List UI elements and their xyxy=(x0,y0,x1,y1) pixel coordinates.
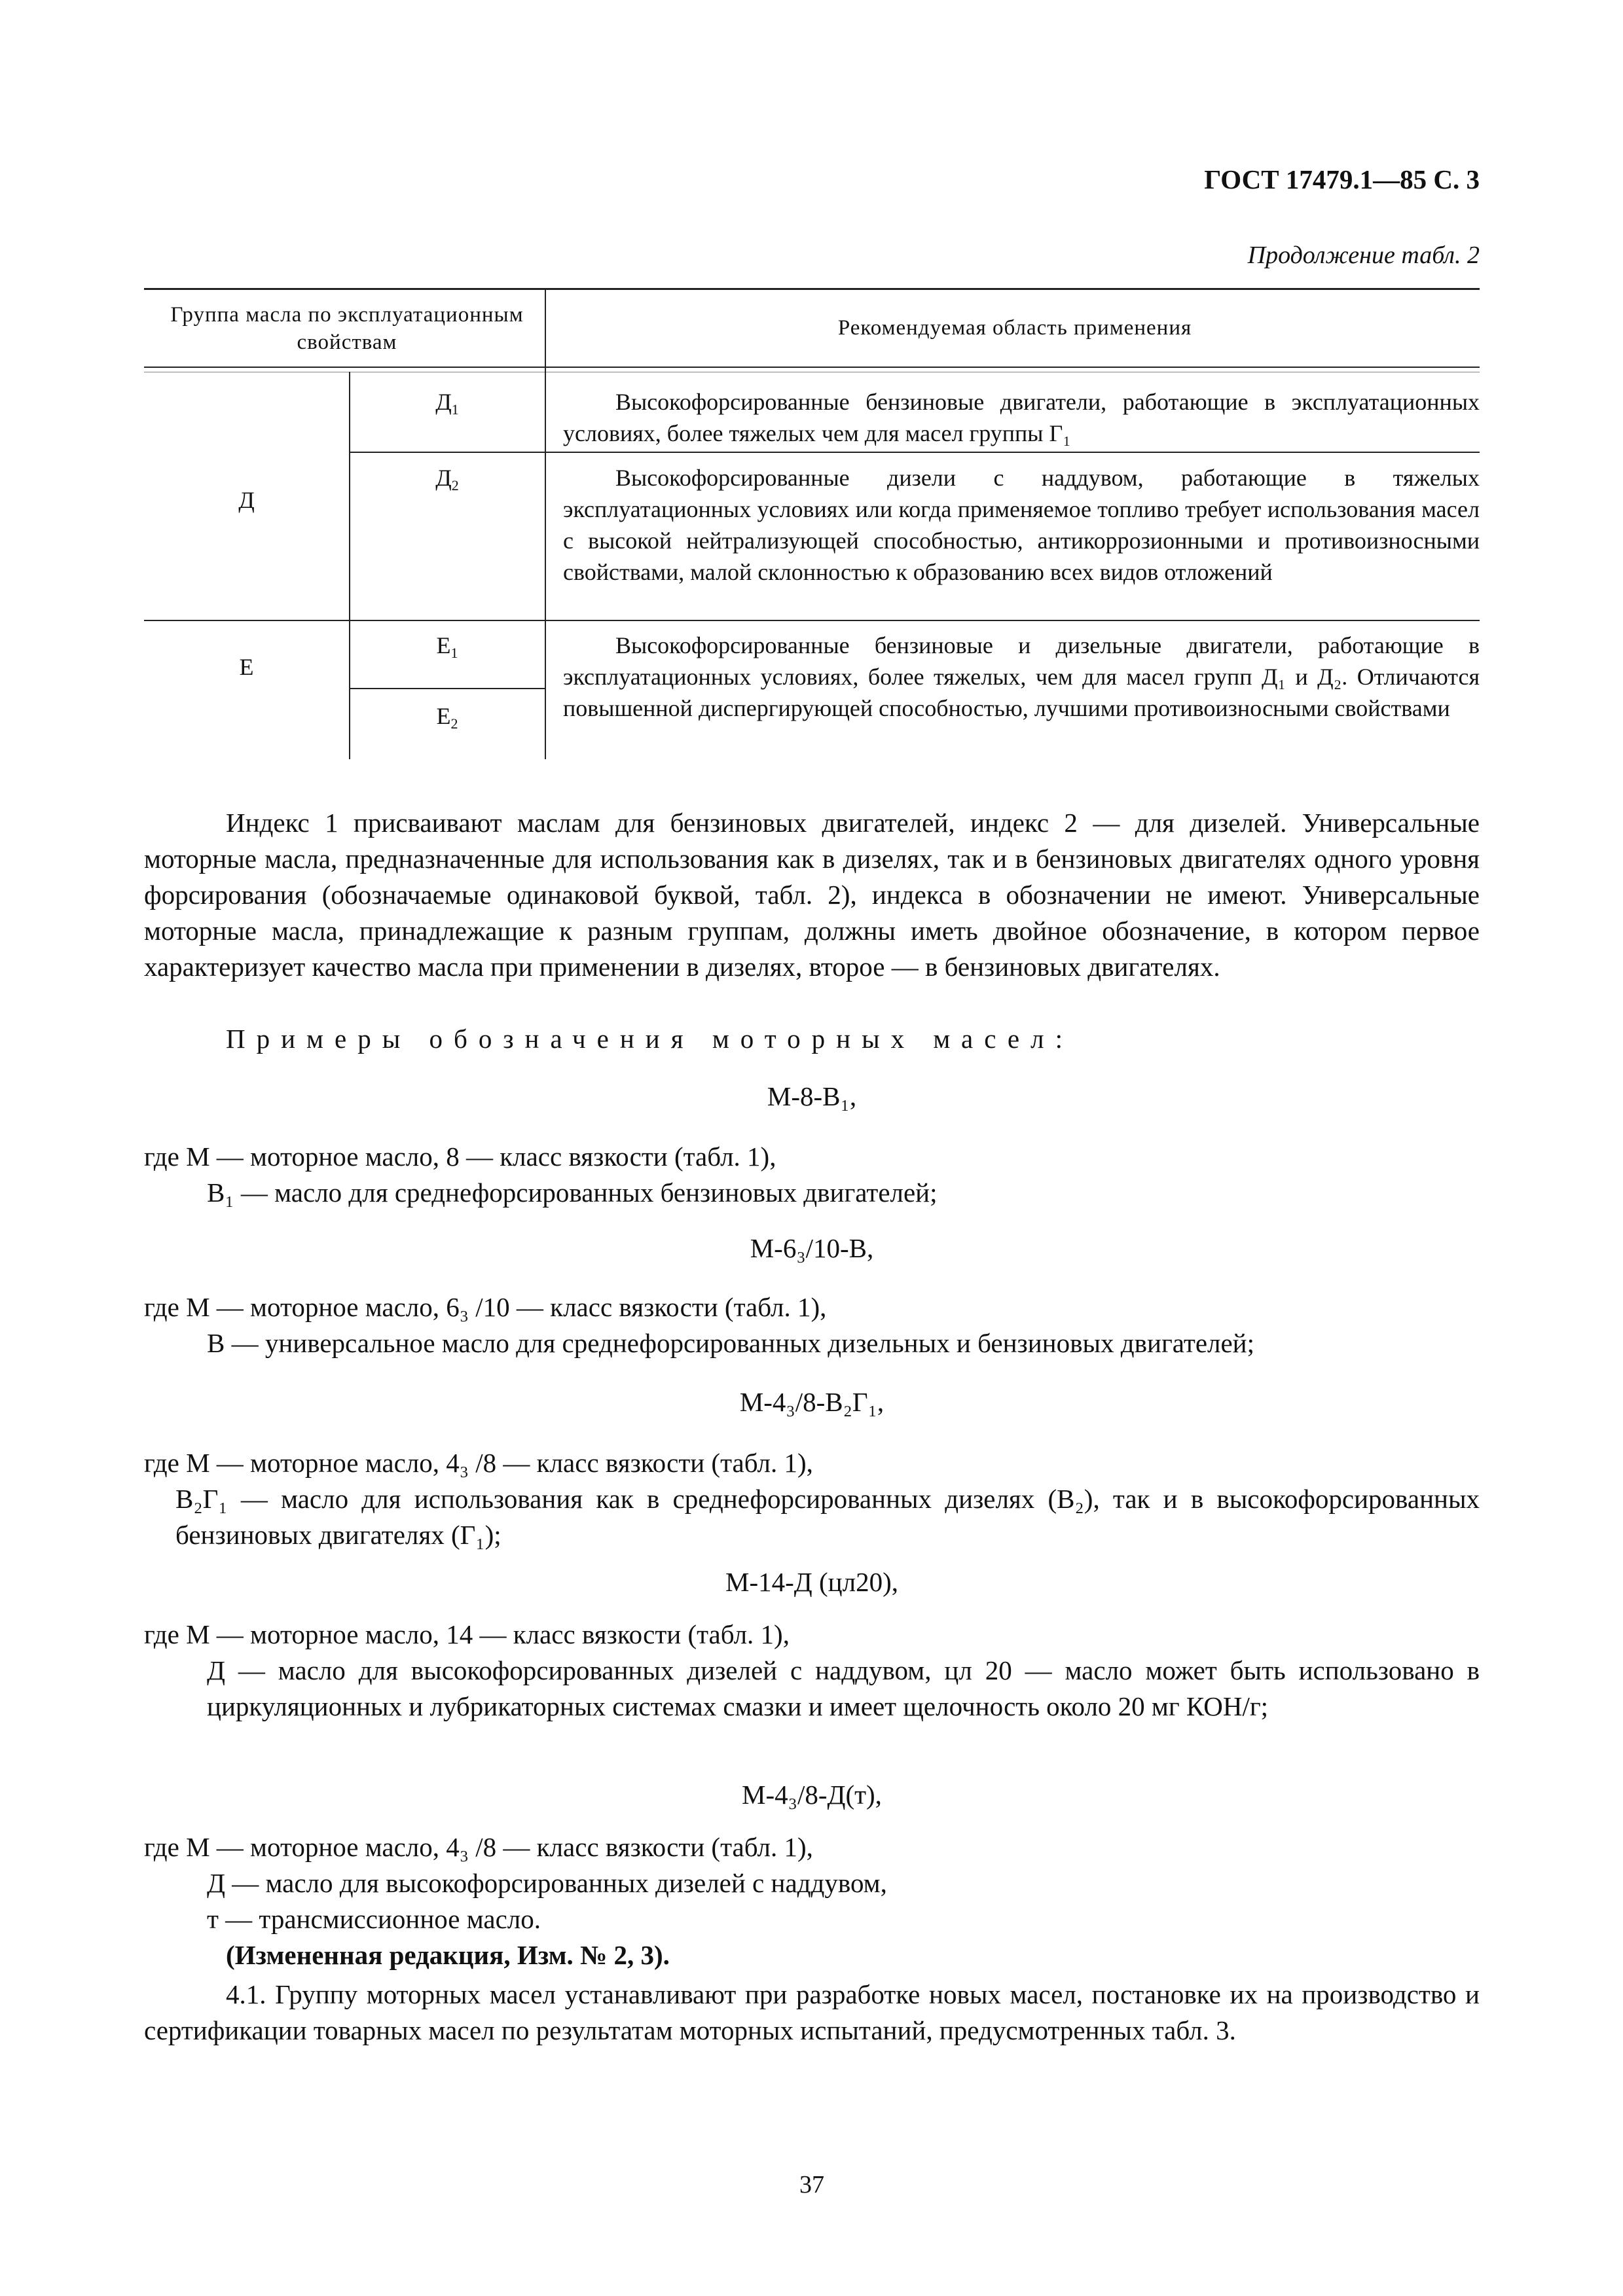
examples-heading: Примеры обозначения моторных масел: xyxy=(226,1024,1074,1054)
row-rule-d1 xyxy=(349,452,1480,453)
example5-line2: Д — масло для высокофорсированных дизелей с наддувом, xyxy=(207,1868,887,1898)
text-d1: Высокофорсированные бензиновые двигатели, работающие в эксплуатационных условиях, более тяжелых чем для масел группы Г₁ xyxy=(563,389,1480,446)
table-top-rule xyxy=(144,288,1480,290)
index-paragraph: Индекс 1 присваивают маслам для бензиновых двигателей, индекс 2 — для дизелей. Универсальные моторные масла, предназначенные для использования как в дизелях, так и в бензиновых двигателях одного уровня форсирования (обозначаемые одинаковой буквой, табл. 2), индекса в обозначении не имеют. Универсальные моторные масла, принадлежащие к разным группам, должны иметь двойное обозначение, в котором первое характеризует качество масла при применении в дизелях, второе — в бензиновых двигателях. xyxy=(144,808,1480,982)
table-header-rule xyxy=(144,367,1480,368)
example4-formula: М-14-Д (цл20), xyxy=(725,1567,898,1597)
group-rule-e xyxy=(144,620,1480,621)
col-header-application: Рекомендуемая область применения xyxy=(837,316,1192,340)
code-e2: $Е_2$ xyxy=(436,703,458,732)
running-title: ГОСТ 17479.1—85 С. 3 xyxy=(1204,164,1480,194)
example3-line1: где М — моторное масло, 4₃ /8 — класс вязкости (табл. 1), xyxy=(144,1448,813,1478)
example1-line2: В₁ — масло для среднефорсированных бензиновых двигателей; xyxy=(207,1177,938,1208)
code-d2: $Д_2$ xyxy=(435,465,459,493)
code-d1: $Д_1$ xyxy=(435,389,459,418)
group-d: Д xyxy=(238,487,255,513)
example3-formula: М-4₃/8-В₂Г₁, xyxy=(739,1387,884,1417)
example1-formula: М-8-В₁, xyxy=(767,1081,857,1111)
col-header-group: Группа масла по эксплуатационным свойствам xyxy=(170,303,524,354)
groups-table xyxy=(144,288,1480,759)
group-e: Е xyxy=(239,654,254,680)
example4-line2: Д — масло для высокофорсированных дизелей с наддувом, цл 20 — масло может быть использовано в циркуляционных и лубрикаторных системах смазки и имеет щелочность около 20 мг КОН/г; xyxy=(207,1655,1480,1721)
example1-line1: где М — моторное масло, 8 — класс вязкости (табл. 1), xyxy=(144,1141,776,1172)
table-continuation-label: Продолжение табл. 2 xyxy=(1247,242,1480,269)
clause-4-1: 4.1. Группу моторных масел устанавливают при разработке новых масел, постановке их на производство и сертификации товарных масел по результатам моторных испытаний, предусмотренных табл. 3. xyxy=(144,1979,1480,2045)
example2-line1: где М — моторное масло, 6₃ /10 — класс вязкости (табл. 1), xyxy=(144,1292,827,1322)
code-e1: $Е_1$ xyxy=(436,632,458,661)
example3-line2: В₂Г₁ — масло для использования как в среднефорсированных дизелях (В₂), так и в высокофорсированных бензиновых двигателях (Г₁); xyxy=(175,1484,1480,1550)
example5-formula: М-4₃/8-Д(т), xyxy=(742,1780,882,1810)
text-d2: Высокофорсированные дизели с наддувом, работающие в тяжелых эксплуатационных условиях или когда применяемое топливо требует использования масел с высокой нейтрализующей способностью, антикоррозионными и противоизносными свойствами, малой склонностью к образованию всех видов отложений xyxy=(563,465,1480,585)
example2-line2: В — универсальное масло для среднефорсированных дизельных и бензиновых двигателей; xyxy=(207,1328,1255,1358)
example5-line1: где М — моторное масло, 4₃ /8 — класс вязкости (табл. 1), xyxy=(144,1832,813,1862)
example4-line1: где М — моторное масло, 14 — класс вязкости (табл. 1), xyxy=(144,1619,790,1649)
page-number: 37 xyxy=(799,2171,824,2198)
text-e: Высокофорсированные бензиновые и дизельные двигатели, работающие в эксплуатационных условиях, более тяжелых, чем для масел групп Д₁ и Д₂. Отличаются повышенной диспергирующей способностью, лучшими противоизносными свойствами xyxy=(563,632,1480,721)
row-rule-e1 xyxy=(349,688,545,689)
revision-note: (Измененная редакция, Изм. № 2, 3). xyxy=(226,1940,670,1970)
example2-formula: М-6₃/10-В, xyxy=(750,1233,874,1263)
example5-line3: т — трансмиссионное масло. xyxy=(207,1904,541,1934)
